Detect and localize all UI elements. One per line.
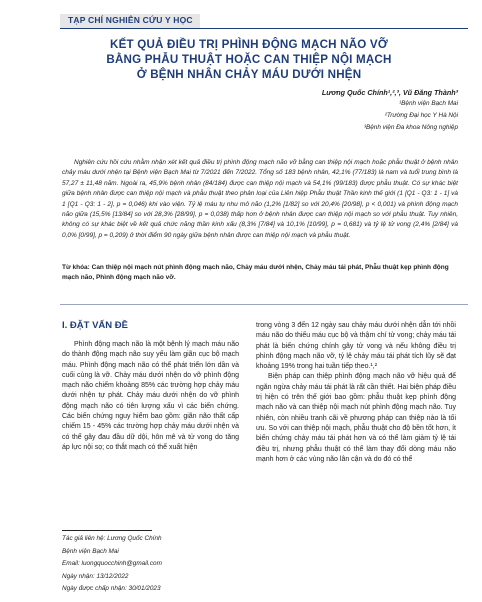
section-divider bbox=[60, 304, 468, 305]
affiliation: ³Bệnh viện Đa khoa Nông nghiệp bbox=[363, 124, 458, 131]
footnote-line: Bệnh viện Bạch Mai bbox=[62, 547, 119, 555]
article-title bbox=[40, 37, 458, 82]
footnote bbox=[62, 533, 162, 596]
right-column bbox=[256, 321, 456, 465]
affiliation: ¹Bệnh viện Bạch Mai bbox=[399, 100, 458, 107]
title-line: Ở BỆNH NHÂN CHẢY MÁU DƯỚI NHỆN bbox=[136, 68, 362, 81]
section-title: I. ĐẶT VẤN ĐỀ bbox=[62, 320, 128, 331]
paragraph: Phình động mạch não là một bệnh lý mạch máu não do thành động mạch não suy yếu làm giãn cục bộ mạch máu. Phình động mạch não có thể phát triển lớn dần và cuối cùng là vỡ. Chảy máu dưới nhện do vỡ phình động mạch não chiếm khoảng 85% các trường hợp chảy máu dưới nhện tự phát. Chảy máu dưới nhện do vỡ phình động mạch não có tiên lượng xấu vì các biến chứng. Các biến chứng nguy hiểm bao gồm: giãn não thất cấp chiếm 15 - 45% các trường hợp chảy máu dưới nhện và có thể gây đau đầu dữ dội, hôn mê và tử vong do tăng áp lực nội sọ; co thắt mạch có thể xuất hiện bbox=[62, 341, 239, 451]
footnote-rule bbox=[62, 530, 152, 531]
paragraph: trong vòng 3 đến 12 ngày sau chảy máu dưới nhện dẫn tới nhồi máu não do thiếu máu cục bộ và thậm chí tử vong; chảy máu tái phát là biến chứng chính gây tử vong và nếu không điều trị phình động mạch não vỡ, tỷ lệ chảy máu tái phát tích lũy sẽ đạt khoảng 19% trong hai tuần tiếp theo.¹,² bbox=[256, 322, 456, 371]
paragraph: Biện pháp can thiệp phình động mạch não vỡ hiệu quả để ngăn ngừa chảy máu tái phát là rất cần thiết. Hai biện pháp điều trị hiện có trên thế giới bao gồm: phẫu thuật kẹp phình động mạch não và can thiệp nội mạch nút phình động mạch não. Tuy nhiên, còn nhiều tranh cãi về phương pháp can thiệp nào là tối ưu. So với can thiệp nội mạch, phẫu thuật cho độ bền tốt hơn, ít biến chứng chảy máu tái phát hơn và có thể làm giảm tỷ lệ tái điều trị, nhưng phẫu thuật có thể làm thay đổi dòng máu não mạnh hơn ở các vùng não lân cận và do đó có thể bbox=[256, 373, 456, 463]
footnote-line: Ngày nhận: 13/12/2022 bbox=[62, 572, 129, 580]
authors: Lương Quốc Chính¹,²,³, Vũ Đăng Thành³ bbox=[321, 88, 458, 97]
abstract: Nghiên cứu hồi cứu nhằm nhận xét kết quả điều trị phình động mạch não vỡ bằng can thiệp nội mạch hoặc phẫu thuật ở bệnh nhân chảy máu dưới nhện tại Bệnh viện Bạch Mai từ 7/2021 đến 7/2022. Tổng số 183 bệnh nhân, 42,1% (77/183) là nam và tuổi trung bình là 57,27 ± 11,48 năm. Ngoài ra, 45,9% bệnh nhân (84/184) được can thiệp nội mạch và 54,1% (99/183) được phẫu thuật. Có sự khác biệt giữa bệnh nhân được can thiệp nội mạch và phẫu thuật theo phân loại của Liên hiệp Phẫu thuật Thần kinh thế giới (1 [Q1 - Q3: 1 - 1] và 1 [Q1 - Q3: 1 - 2], p = 0,046) khi vào viện. Tỷ lệ máu tụ nhu mô não (1,2% [1/82] so với 20,4% [20/98], p < 0,001) và phình động mạch não giữa (15,5% [13/84] so với 28,3% [28/99], p = 0,038) thấp hơn ở bệnh nhân được can thiệp nội mạch so với phẫu thuật. Tuy nhiên, không có sự khác biệt về kết quả chức năng thần kinh xấu (8,3% [7/84] và 10,1% [10/99], p = 0,681) và tỷ lệ tử vong (2,4% [2/84] và 0,0% [0/99], p = 0,209) ở thời điểm 90 ngày giữa bệnh nhân được can thiệp nội mạch và phẫu thuật. bbox=[62, 159, 458, 239]
header-rule bbox=[60, 28, 468, 29]
keywords: Từ khóa: Can thiệp nội mạch nút phình động mạch não, Chảy máu dưới nhện, Chảy máu tái phát, Phẫu thuật kẹp phình động mạch não, Phình động mạch não vỡ. bbox=[62, 264, 449, 282]
title-line: BẰNG PHẪU THUẬT HOẶC CAN THIỆP NỘI MẠCH bbox=[106, 53, 392, 66]
footnote-line: Email: luongquocchinh@gmail.com bbox=[62, 560, 162, 568]
affiliation: ²Trường Đại học Y Hà Nội bbox=[384, 112, 458, 119]
footnote-line: Tác giả liên hệ: Lương Quốc Chính bbox=[62, 535, 162, 542]
footnote-line: Ngày được chấp nhận: 30/01/2023 bbox=[62, 585, 161, 593]
left-column bbox=[62, 340, 239, 453]
title-line: KẾT QUẢ ĐIỀU TRỊ PHÌNH ĐỘNG MẠCH NÃO VỠ bbox=[110, 38, 388, 51]
journal-name: TẠP CHÍ NGHIÊN CỨU Y HỌC bbox=[68, 15, 193, 25]
